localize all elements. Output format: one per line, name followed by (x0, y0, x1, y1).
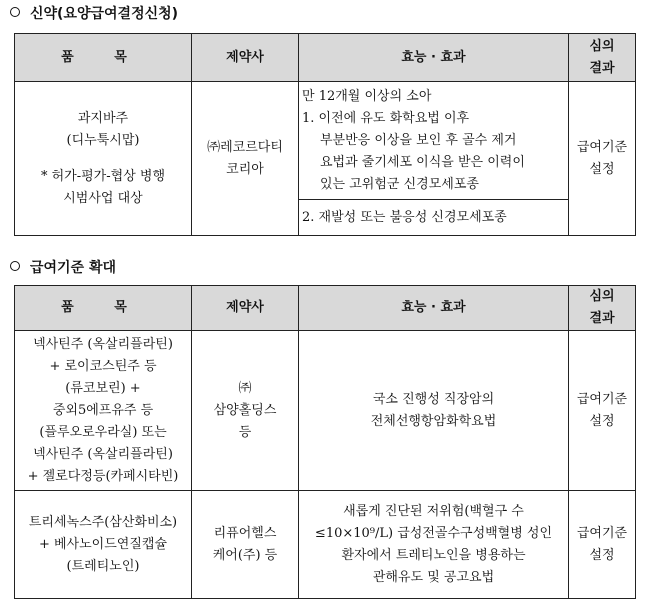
section2-title: 급여기준 확대 (10, 257, 116, 277)
efficacy-cell: 국소 진행성 직장암의 전체선행항암화학요법 (299, 331, 569, 491)
company-cell: ㈜ 삼양홀딩스 등 (192, 331, 299, 491)
company-cell: ㈜레코르다티 코리아 (192, 82, 299, 236)
company-cell: 리퓨어헬스 케어(주) 등 (192, 491, 299, 599)
circle-bullet-icon (10, 261, 20, 271)
item-cell: 트리세녹스주(삼산화비소) + 베사노이드연질캡슐 (트레티노인) (15, 491, 192, 599)
header-efficacy: 효능 · 효과 (299, 34, 569, 82)
item-cell: 과지바주 (디누툭시맙) * 허가-평가-협상 병행 시범사업 대상 (15, 82, 192, 236)
section1-table (14, 33, 636, 236)
table-row (15, 331, 636, 491)
header-item: 품 목 (15, 34, 192, 82)
header-review-result: 심의 결과 (569, 286, 636, 331)
header-company: 제약사 (192, 286, 299, 331)
header-efficacy: 효능 · 효과 (299, 286, 569, 331)
result-cell: 급여기준 설정 (569, 331, 636, 491)
section2-table (14, 285, 636, 599)
efficacy-cell-b: 2. 재발성 또는 불응성 신경모세포종 (299, 200, 569, 236)
circle-bullet-icon (10, 7, 20, 17)
table-row (15, 491, 636, 599)
result-cell: 급여기준 설정 (569, 82, 636, 236)
header-company: 제약사 (192, 34, 299, 82)
section1-title: 신약(요양급여결정신청) (10, 3, 178, 23)
result-cell: 급여기준 설정 (569, 491, 636, 599)
header-review-result: 심의 결과 (569, 34, 636, 82)
efficacy-cell-a: 만 12개월 이상의 소아 1. 이전에 유도 화학요법 이후 부분반응 이상을 보인 후 골수 제거 요법과 줄기세포 이식을 받은 이력이 있는 고위험군 신경모세포종 (299, 82, 569, 200)
item-cell: 넥사틴주 (옥살리플라틴) + 로이코스틴주 등 (류코보린) + 중외5에프유주 등 (플루오로우라실) 또는 넥사틴주 (옥살리플라틴) + 젤로다정등(카페시타빈) (15, 331, 192, 491)
header-item: 품 목 (15, 286, 192, 331)
efficacy-cell: 새롭게 진단된 저위험(백혈구 수 ≤10×10⁹/L) 급성전골수구성백혈병 성인 환자에서 트레티노인을 병용하는 관해유도 및 공고요법 (299, 491, 569, 599)
